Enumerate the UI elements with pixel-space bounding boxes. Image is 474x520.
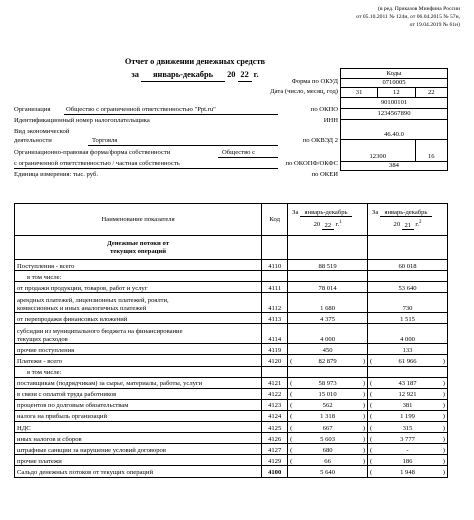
open-paren: ( (370, 446, 373, 454)
row-name (15, 324, 262, 344)
row-value-1: 1 680 (288, 293, 368, 313)
close-paren: ) (362, 457, 366, 465)
close-paren: ) (442, 391, 445, 399)
okei-label: по ОКЕИ (311, 171, 338, 178)
p1-year-prefix: 20 (313, 221, 321, 229)
value: 5 603 (320, 435, 336, 443)
value: 82 879 (318, 357, 337, 365)
row-name: в том числе: (15, 271, 262, 282)
row-code (262, 366, 288, 377)
row-name: прочие поступления (15, 344, 262, 355)
value: 1 199 (400, 413, 415, 421)
okfs-value: 16 (415, 139, 448, 161)
row-name-line: текущих расходов (17, 335, 68, 343)
value: 58 973 (318, 380, 337, 388)
paren-wrap (290, 358, 365, 366)
row-code: 4123 (262, 399, 288, 410)
row-name: налога на прибыль организаций (15, 410, 262, 421)
table-row (15, 455, 448, 466)
title-period-value: январь-декабрь (141, 69, 225, 83)
inn-value: 1234567890 (341, 108, 448, 119)
row-value-1: 5 640 (288, 466, 368, 477)
value: 315 (402, 424, 413, 432)
paren-wrap (370, 458, 445, 466)
section-v2 (368, 236, 448, 260)
row-value-1 (288, 444, 368, 455)
row-code: 4100 (262, 466, 288, 477)
open-paren: ( (290, 413, 293, 421)
row-name: процентов по долговым обязательствам (15, 399, 262, 410)
row-value-2 (368, 388, 448, 399)
activity-label-2: деятельности (14, 137, 52, 144)
title-year-prefix: 20 (227, 69, 236, 79)
date-day: 31 (341, 88, 378, 98)
row-name: от перепродажи финансовых вложений (15, 313, 262, 324)
okpo-label: по ОКПО (310, 106, 338, 113)
org-underline (64, 114, 278, 115)
table-row (15, 355, 448, 366)
note-line: от 05.10.2011 № 124н, от 06.04.2015 № 57н, (356, 14, 460, 21)
row-code: 4111 (262, 282, 288, 293)
table-row (15, 410, 448, 421)
row-value-2: 53 640 (368, 282, 448, 293)
okopf-label: по ОКОПФ/ОКФС (285, 160, 338, 167)
table-row (15, 422, 448, 433)
okved-label: по ОКВЭД 2 (302, 137, 338, 144)
row-value-1 (288, 388, 368, 399)
p2-sup: 2 (419, 220, 422, 226)
close-paren: ) (442, 457, 445, 465)
row-name: Поступления - всего (15, 260, 262, 271)
unit-label: Единица измерения: тыс. руб. (14, 171, 98, 178)
open-paren: ( (370, 402, 373, 410)
p1-year: 22 (322, 222, 334, 231)
row-name: в связи с оплатой труда работников (15, 388, 262, 399)
paren-wrap (370, 436, 445, 444)
title-line: Отчет о движении денежных средств (124, 57, 266, 66)
row-name: штрафные санкции за нарушение условий договоров (15, 444, 262, 455)
close-paren: ) (362, 424, 366, 432)
paren-wrap (370, 358, 445, 366)
row-value-1 (288, 355, 368, 366)
date-year: 22 (415, 88, 448, 98)
close-paren: ) (442, 380, 445, 388)
row-value-2 (368, 455, 448, 466)
table-header-row (15, 204, 448, 236)
title-prefix: за (131, 69, 139, 79)
row-value-2 (368, 399, 448, 410)
okpo-value: 90100101 (341, 97, 448, 108)
open-paren: ( (370, 424, 373, 432)
row-value-2 (368, 422, 448, 433)
row-name-line: комиссионных и иных аналогичных платежей (17, 304, 147, 312)
p1-prefix: За (292, 208, 299, 216)
note-line: (в ред. Приказов Минфина России (377, 6, 460, 12)
open-paren: ( (290, 446, 293, 454)
p1-period: январь-декабрь (300, 209, 352, 218)
paren-wrap (370, 413, 445, 421)
table-row (15, 433, 448, 444)
row-value-1: 4 000 (288, 324, 368, 344)
row-code: 4113 (262, 313, 288, 324)
paren-wrap (370, 469, 445, 477)
open-paren: ( (290, 402, 293, 410)
open-paren: ( (290, 435, 293, 443)
close-paren: ) (362, 391, 366, 399)
legal-underline-1 (218, 157, 278, 158)
row-value-1: 450 (288, 344, 368, 355)
codes-header: Коды (341, 69, 448, 79)
p1-sup: 1 (339, 220, 342, 226)
row-value-1 (288, 271, 368, 282)
row-value-2 (368, 466, 448, 477)
table-row (15, 313, 448, 324)
note-line: от 19.04.2019 № 61н) (409, 22, 460, 29)
paren-wrap (290, 458, 365, 466)
value: 43 187 (398, 380, 417, 388)
row-code: 4122 (262, 388, 288, 399)
row-value-2 (368, 271, 448, 282)
row-value-2 (368, 410, 448, 421)
row-value-2: 60 018 (368, 260, 448, 271)
row-value-1 (288, 410, 368, 421)
activity-underline (88, 145, 278, 146)
row-value-2 (368, 433, 448, 444)
value: 12 921 (398, 391, 417, 399)
paren-wrap (370, 391, 445, 399)
row-code: 4129 (262, 455, 288, 466)
section-title-line: Денежные потоки от (107, 239, 169, 247)
table-row (15, 377, 448, 388)
row-code (262, 271, 288, 282)
row-value-1 (288, 433, 368, 444)
org-label: Организация (14, 106, 51, 113)
paren-wrap (370, 402, 445, 410)
row-value-1: 4 375 (288, 313, 368, 324)
close-paren: ) (362, 402, 366, 410)
table-row (15, 388, 448, 399)
value: 667 (322, 424, 333, 432)
okud-value: 0710005 (341, 78, 448, 88)
okopf-value: 12300 (341, 139, 416, 161)
close-paren: ) (362, 380, 366, 388)
table-row (15, 366, 448, 377)
open-paren: ( (290, 357, 293, 365)
value: 680 (322, 446, 333, 454)
row-name: Сальдо денежных потоков от текущих операций (15, 466, 262, 477)
row-name: в том числе: (15, 366, 262, 377)
table-row (15, 293, 448, 313)
row-code: 4112 (262, 293, 288, 313)
open-paren: ( (370, 413, 373, 421)
value: 3 777 (400, 435, 415, 443)
value: 1 948 (400, 468, 415, 476)
row-name-line: арендных платежей, лицензионных платежей, роялти, (17, 297, 169, 305)
section-title-line: текущих операций (110, 247, 167, 255)
value: 381 (402, 402, 413, 410)
row-name (15, 293, 262, 313)
table-body (15, 260, 448, 478)
value: 66 (324, 457, 331, 465)
paren-wrap (290, 425, 365, 433)
p2-year-prefix: 20 (393, 221, 401, 229)
open-paren: ( (370, 435, 373, 443)
p2-period: январь-декабрь (380, 209, 432, 218)
date-month: 12 (378, 88, 415, 98)
row-value-1: 78 014 (288, 282, 368, 293)
paren-wrap (290, 391, 365, 399)
row-value-1 (288, 455, 368, 466)
row-name: прочие платежи (15, 455, 262, 466)
inn-label: ИНН (323, 117, 338, 124)
cash-flow-table (14, 203, 448, 478)
legal-label-2: с ограниченной ответственностью / частная собственность (14, 160, 180, 167)
row-name: иных налогов и сборов (15, 433, 262, 444)
open-paren: ( (290, 457, 293, 465)
open-paren: ( (290, 424, 293, 432)
row-code: 4125 (262, 422, 288, 433)
row-name: поставщикам (подрядчикам) за сырье, материалы, работы, услуги (15, 377, 262, 388)
close-paren: ) (442, 357, 445, 365)
report-title (100, 56, 290, 82)
value: - (406, 446, 409, 454)
row-code: 4121 (262, 377, 288, 388)
activity-value: Торговля (92, 137, 118, 144)
okud-label: Форма по ОКУД (291, 78, 338, 85)
paren-wrap (290, 380, 365, 388)
close-paren: ) (362, 435, 366, 443)
value: 186 (402, 457, 413, 465)
table-row (15, 260, 448, 271)
close-paren: ) (362, 413, 366, 421)
row-value-1 (288, 377, 368, 388)
title-year: 22 (238, 69, 252, 83)
row-value-2: 730 (368, 293, 448, 313)
org-name: Общество с ограниченной ответственностью "Ppt.ru" (66, 106, 216, 113)
section-code (262, 236, 288, 260)
header-period-1 (288, 204, 368, 236)
close-paren: ) (442, 413, 445, 421)
table-row (15, 271, 448, 282)
section-title (15, 236, 262, 260)
row-code: 4120 (262, 355, 288, 366)
table-row (15, 466, 448, 477)
value: 15 010 (318, 391, 337, 399)
section-v1 (288, 236, 368, 260)
table-row (15, 282, 448, 293)
paren-wrap (290, 402, 365, 410)
row-code: 4119 (262, 344, 288, 355)
paren-wrap (290, 413, 365, 421)
close-paren: ) (442, 402, 445, 410)
close-paren: ) (362, 446, 366, 454)
paren-wrap (370, 425, 445, 433)
regulation-note (356, 5, 460, 29)
row-value-1 (288, 366, 368, 377)
paren-wrap (290, 436, 365, 444)
table-row (15, 324, 448, 344)
p1-suffix: г. (335, 221, 340, 229)
table-row (15, 444, 448, 455)
header-period-2 (368, 204, 448, 236)
title-suffix: г. (253, 69, 259, 79)
row-code: 4124 (262, 410, 288, 421)
open-paren: ( (370, 391, 373, 399)
table-row (15, 344, 448, 355)
close-paren: ) (442, 468, 445, 476)
okei-value: 384 (341, 161, 448, 171)
legal-label-1: Организационно-правовая форма/форма собственности (14, 149, 171, 156)
open-paren: ( (370, 468, 373, 476)
section-row (15, 236, 448, 260)
codes-table (340, 68, 448, 171)
title-period (100, 69, 290, 83)
row-value-1: 88 519 (288, 260, 368, 271)
row-value-2 (368, 355, 448, 366)
row-code: 4114 (262, 324, 288, 344)
row-name: Платежи - всего (15, 355, 262, 366)
paren-wrap (370, 380, 445, 388)
row-value-2: 1 515 (368, 313, 448, 324)
p2-prefix: За (372, 208, 379, 216)
row-code: 4110 (262, 260, 288, 271)
row-value-2 (368, 377, 448, 388)
value: 1 318 (320, 413, 336, 421)
row-code: 4126 (262, 433, 288, 444)
close-paren: ) (442, 424, 445, 432)
legal-value-1: Общество с (222, 149, 256, 156)
row-value-2 (368, 366, 448, 377)
row-name: НДС (15, 422, 262, 433)
close-paren: ) (442, 435, 445, 443)
header-name: Наименование показателя (15, 204, 262, 236)
row-code: 4127 (262, 444, 288, 455)
header-code: Код (262, 204, 288, 236)
open-paren: ( (290, 380, 293, 388)
paren-wrap (370, 447, 445, 455)
row-name-line: субсидии из муниципального бюджета на финансирование (17, 328, 183, 336)
activity-label-1: Вид экономической (14, 128, 70, 135)
legal-underline-2 (14, 168, 278, 169)
value: 562 (322, 402, 333, 410)
close-paren: ) (442, 446, 445, 454)
row-value-2: 4 000 (368, 324, 448, 344)
row-value-2 (368, 444, 448, 455)
okved-value: 46.40.0 (341, 119, 448, 139)
p2-suffix: г. (415, 221, 420, 229)
open-paren: ( (370, 357, 373, 365)
date-label: Дата (число, месяц, год) (270, 88, 338, 95)
open-paren: ( (370, 457, 373, 465)
row-value-2: 133 (368, 344, 448, 355)
close-paren: ) (362, 357, 366, 365)
table-row (15, 399, 448, 410)
open-paren: ( (290, 391, 293, 399)
value: 61 966 (398, 357, 417, 365)
row-value-1 (288, 422, 368, 433)
row-value-1 (288, 399, 368, 410)
paren-wrap (290, 447, 365, 455)
p2-year: 21 (402, 222, 414, 231)
inn-label-left: Идентификационный номер налогоплательщика (14, 117, 150, 124)
open-paren: ( (370, 380, 373, 388)
row-name: от продажи продукции, товаров, работ и услуг (15, 282, 262, 293)
